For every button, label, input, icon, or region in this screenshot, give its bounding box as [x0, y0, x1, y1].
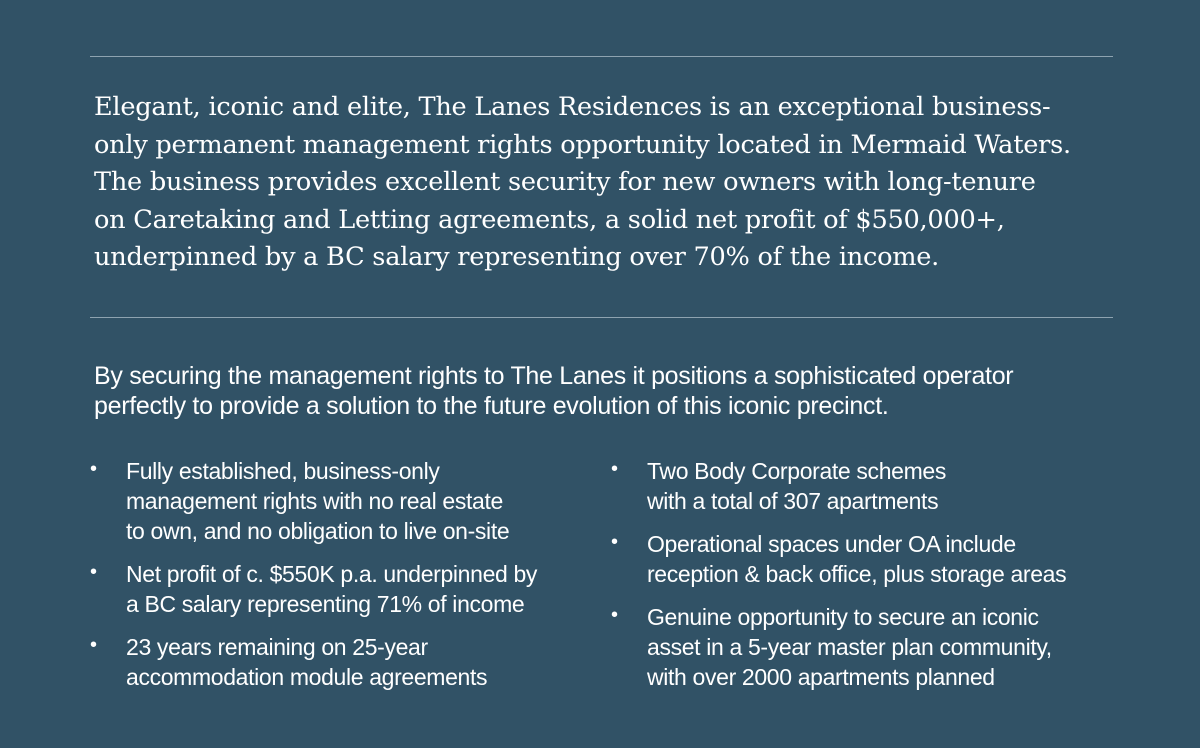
- feature-item: [611, 602, 1131, 692]
- feature-line: with a total of 307 apartments: [647, 488, 939, 514]
- features-right-list: [611, 456, 1131, 705]
- feature-line: accommodation module agreements: [126, 664, 488, 690]
- intro-line: only permanent management rights opportunity located in Mermaid Waters.: [94, 129, 1071, 160]
- feature-item: [611, 529, 1131, 589]
- lead-line: perfectly to provide a solution to the future evolution of this iconic precinct.: [94, 392, 889, 420]
- bullet-icon: •: [611, 458, 618, 480]
- intro-paragraph: [94, 89, 1114, 277]
- intro-line: underpinned by a BC salary representing over 70% of the income.: [94, 242, 940, 272]
- bullet-icon: •: [90, 634, 97, 656]
- feature-line: reception & back office, plus storage areas: [647, 561, 1067, 587]
- middle-divider: [90, 317, 1113, 318]
- feature-line: to own, and no obligation to live on-site: [126, 518, 510, 544]
- bullet-icon: •: [90, 561, 97, 583]
- feature-line: Two Body Corporate schemes: [647, 458, 946, 484]
- lead-paragraph: [94, 361, 1124, 421]
- feature-item: [90, 559, 590, 619]
- bullet-icon: •: [90, 458, 97, 480]
- features-left-list: [90, 456, 590, 705]
- lead-line: By securing the management rights to The Lanes it positions a sophisticated operator: [94, 362, 1014, 390]
- feature-line: with over 2000 apartments planned: [647, 664, 995, 690]
- feature-line: management rights with no real estate: [126, 488, 503, 514]
- feature-line: asset in a 5-year master plan community,: [647, 634, 1052, 660]
- feature-item: [90, 456, 590, 546]
- bullet-icon: •: [611, 604, 618, 626]
- feature-item: [611, 456, 1131, 516]
- intro-line: on Caretaking and Letting agreements, a solid net profit of $550,000+,: [94, 204, 1005, 235]
- feature-item: [90, 632, 590, 692]
- feature-line: a BC salary representing 71% of income: [126, 591, 525, 617]
- feature-line: Fully established, business-only: [126, 458, 440, 484]
- feature-line: Net profit of c. $550K p.a. underpinned by: [126, 561, 538, 587]
- feature-line: 23 years remaining on 25-year: [126, 634, 428, 660]
- intro-line: The business provides excellent security for new owners with long-tenure: [94, 167, 1036, 197]
- bullet-icon: •: [611, 531, 618, 553]
- intro-line: Elegant, iconic and elite, The Lanes Residences is an exceptional business-: [94, 92, 1051, 122]
- feature-line: Operational spaces under OA include: [647, 531, 1016, 557]
- top-divider: [90, 56, 1113, 57]
- feature-line: Genuine opportunity to secure an iconic: [647, 604, 1039, 630]
